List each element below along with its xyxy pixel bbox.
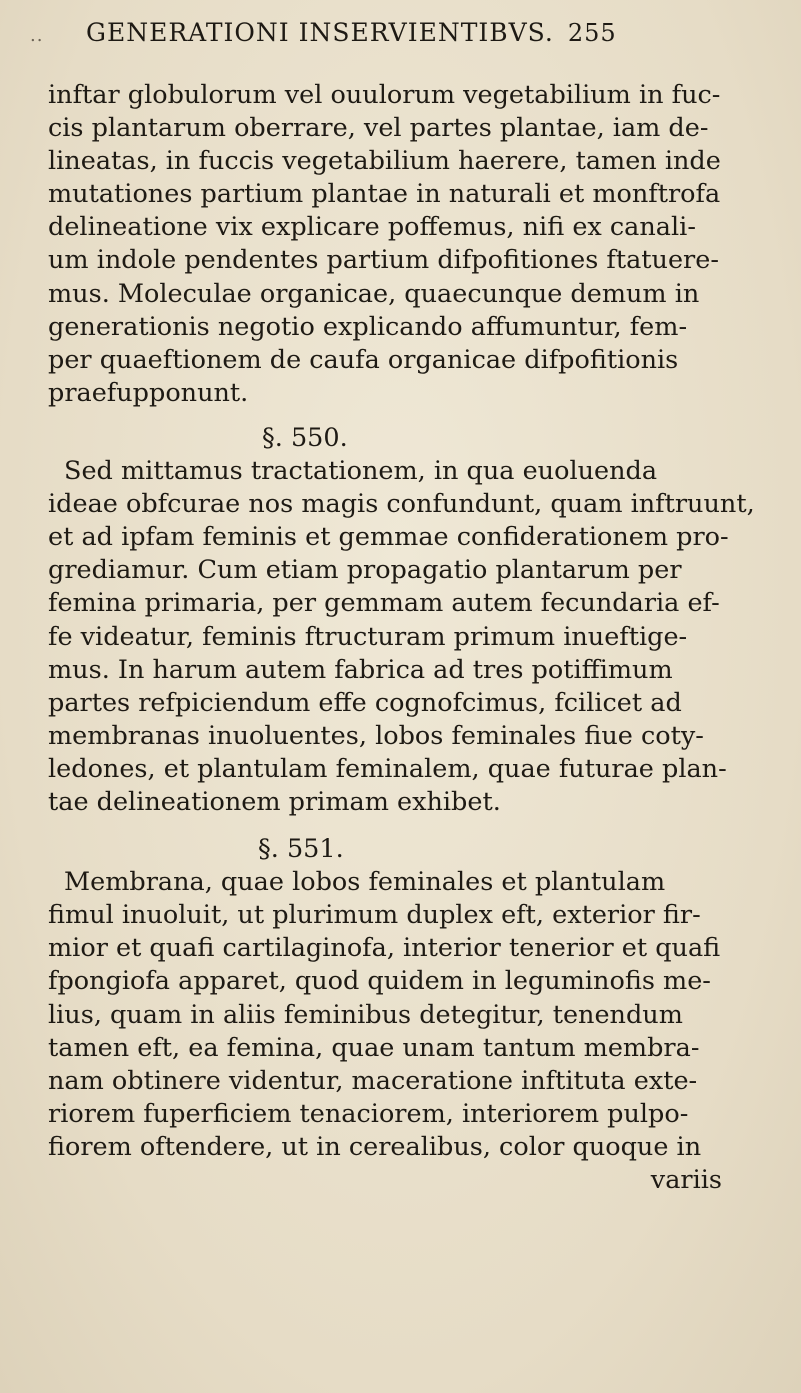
text-line: mus. Moleculae organicae, quaecunque demum in (48, 278, 700, 309)
text-line: membranas inuoluentes, lobos feminales fiue coty- (48, 720, 704, 751)
header-title: GENERATIONI INSERVIENTIBVS. (86, 18, 554, 47)
text-line: fimul inuoluit, ut plurimum duplex eft, exterior fir- (48, 900, 701, 931)
text-line: tamen eft, ea femina, quae unam tantum membra- (48, 1032, 700, 1063)
section-heading-550: §. 550. (262, 422, 348, 453)
running-header (30, 18, 650, 47)
text-line: mutationes partium plantae in naturali et monftrofa (48, 179, 721, 210)
text-line: generationis negotio explicando affumuntur, fem- (48, 311, 688, 342)
text-line: fe videatur, feminis ftructuram primum inueftige- (48, 621, 688, 652)
text-line: grediamur. Cum etiam propagatio plantarum per (48, 555, 682, 586)
text-line: et ad ipfam feminis et gemmae confiderationem pro- (48, 522, 729, 553)
text-line: lius, quam in aliis feminibus detegitur, tenendum (48, 999, 683, 1030)
text-line: inftar globulorum vel ouulorum vegetabilium in fuc- (48, 80, 721, 110)
text-line: femina primaria, per gemmam autem fecundaria ef- (48, 588, 720, 619)
text-line: lineatas, in fuccis vegetabilium haerere, tamen inde (48, 146, 721, 177)
text-line: mus. In harum autem fabrica ad tres potiffimum (48, 654, 673, 685)
text-line: praefupponunt. (48, 377, 249, 408)
text-line: per quaeftionem de caufa organicae difpofitionis (48, 344, 679, 375)
text-line: ledones, et plantulam feminalem, quae futurae plan- (48, 753, 727, 784)
text-line: nam obtinere videntur, maceratione inftituta exte- (48, 1065, 698, 1096)
text-line: fpongiofa apparet, quod quidem in leguminofis me- (48, 966, 711, 997)
text-line: cis plantarum oberrare, vel partes plantae, iam de- (48, 113, 709, 144)
text-line: Sed mittamus tractationem, in qua euoluenda (64, 456, 658, 487)
text-line: um indole pendentes partium difpofitiones ftatuere- (48, 245, 719, 276)
text-line: tae delineationem primam exhibet. (48, 786, 501, 817)
page-number: 255 (567, 19, 617, 47)
section-heading-551: §. 551. (258, 834, 344, 865)
header-lead-mark: .. (30, 25, 44, 46)
body-text (48, 79, 755, 1197)
text-line: mior et quafi cartilaginofa, interior tenerior et quafi (48, 933, 721, 964)
text-line: riorem fuperficiem tenaciorem, interiorem pulpo- (48, 1098, 689, 1129)
catchword: variis (650, 1165, 722, 1195)
text-line: delineatione vix explicare poffemus, nifi ex canali- (48, 212, 696, 243)
text-line: ideae obfcurae nos magis confundunt, quam inftruunt, (48, 489, 755, 520)
text-line: fiorem oftendere, ut in cerealibus, color quoque in (48, 1131, 702, 1162)
text-line: Membrana, quae lobos feminales et plantulam (64, 867, 666, 898)
text-line: partes refpiciendum effe cognofcimus, fcilicet ad (48, 687, 682, 718)
